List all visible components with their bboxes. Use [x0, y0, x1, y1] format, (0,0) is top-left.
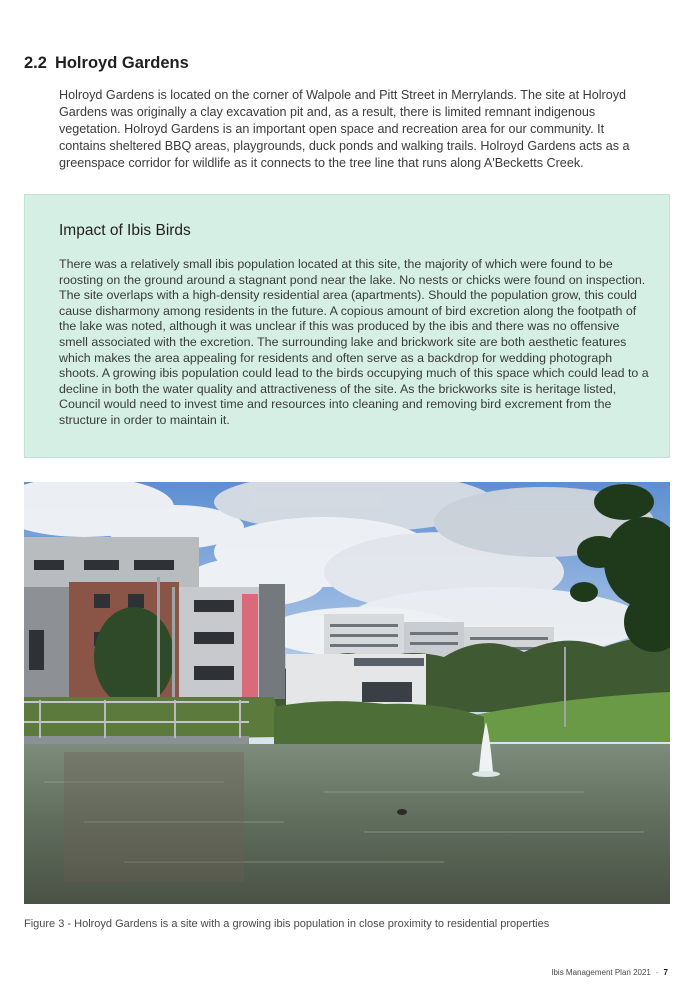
mid-house [286, 654, 426, 706]
footer-document-title: Ibis Management Plan 2021 [551, 968, 651, 977]
ibis-impact-callout [24, 194, 670, 458]
page-number: 7 [663, 968, 668, 977]
duck [397, 809, 407, 815]
reflection [64, 752, 244, 882]
intro-paragraph: Holroyd Gardens is located on the corner of Walpole and Pitt Street in Merrylands. The site at Holroyd Gardens was originally a clay excavation pit and, as a result, there is limited remnant indigenous vegetation. Holroyd Gardens is an important open space and recreation area for our community. It contains sheltered BBQ areas, playgrounds, duck ponds and walking trails. Holroyd Gardens acts as a greenspace corridor for wildlife as it connects to the tree line that runs along A'Becketts Creek. [59, 88, 630, 170]
reeds [24, 697, 284, 740]
holroyd-gardens-photo [24, 482, 670, 904]
callout-body: There was a relatively small ibis population located at this site, the majority of which were found to be roosting on the ground around a stagnant pond near the lake. No nests or chicks were found on inspection. The site overlaps with a high-density residential area (apartments). Should the population grow, this could cause disharmony among residents in the future. A copious amount of bird excretion along the footpath of the lake was noted, although it was unclear if this was produced by the ibis and there was no offensive smell associated with the excretion. The surrounding lake and brickwork site are both aesthetic features which makes the area appealing for residents and often serve as a backdrop for wedding photograph shoots. A growing ibis population could lead to the birds occupying much of this space which could lead to a decline in both the water quality and attractiveness of the site. As the brickworks site is heritage listed, Council would need to invest time and resources into cleaning and removing bird excrement from the structure in order to maintain it. [59, 257, 649, 427]
section-title: Holroyd Gardens [54, 54, 189, 72]
front-tree [94, 607, 174, 707]
boardwalk-deck [24, 736, 249, 744]
figure-caption: Figure 3 - Holroyd Gardens is a site with a growing ibis population in close proximity to residential properties [24, 918, 550, 930]
photo-illustration [24, 482, 670, 904]
section-heading [24, 54, 189, 73]
callout-title: Impact of Ibis Birds [59, 222, 191, 239]
section-number: 2.2 [24, 54, 47, 72]
page-footer [551, 968, 668, 977]
footer-separator: - [655, 968, 659, 977]
